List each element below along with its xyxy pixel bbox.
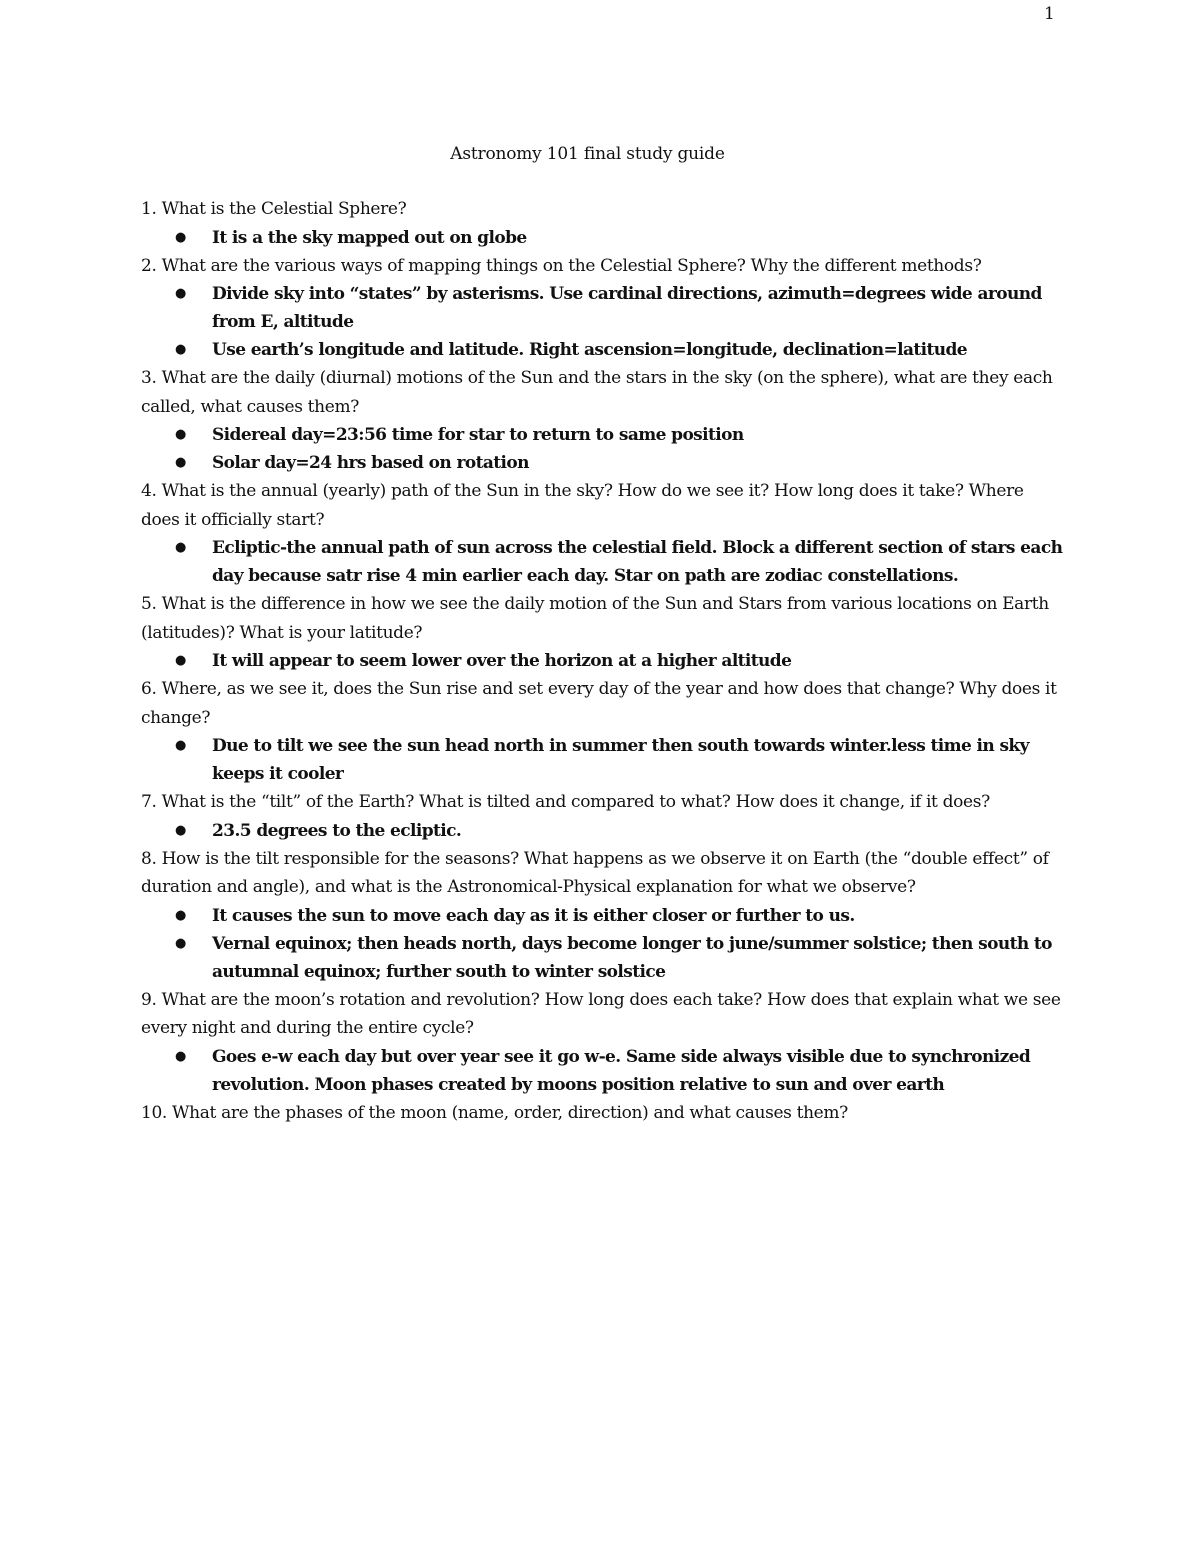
- answer-list: [141, 732, 1066, 788]
- answer-item: [141, 902, 1066, 930]
- bullet-icon: ●: [175, 738, 186, 753]
- answer-text: Divide sky into “states” by asterisms. Use cardinal directions, azimuth=degrees wide around from E, altitude: [212, 284, 1042, 332]
- answer-text: Sidereal day=23:56 time for star to return to same position: [212, 425, 744, 445]
- answer-list: [141, 534, 1066, 590]
- answer-list: [141, 280, 1066, 364]
- answer-item: [141, 1043, 1066, 1099]
- answer-item: [141, 449, 1066, 477]
- bullet-icon: ●: [175, 540, 186, 555]
- bullet-icon: ●: [175, 653, 186, 668]
- answer-text: Due to tilt we see the sun head north in summer then south towards winter.less time in sky keeps it cooler: [212, 736, 1029, 784]
- answer-text: Solar day=24 hrs based on rotation: [212, 453, 529, 473]
- question-8: 8. How is the tilt responsible for the seasons? What happens as we observe it on Earth (the “double effect” of duration and angle), and what is the Astronomical-Physical explanation for what we observe?: [141, 848, 1049, 897]
- answer-list: [141, 817, 1066, 845]
- answer-text: Goes e-w each day but over year see it go w-e. Same side always visible due to synchronized revolution. Moon phases created by moons position relative to sun and over earth: [212, 1046, 1031, 1095]
- answer-text: Ecliptic-the annual path of sun across the celestial field. Block a different section of stars each day because satr rise 4 min earlier each day. Star on path are zodiac constellations.: [212, 538, 1063, 586]
- answer-text: It causes the sun to move each day as it is either closer or further to us.: [212, 905, 855, 926]
- bullet-icon: ●: [175, 907, 186, 923]
- bullet-icon: ●: [175, 427, 186, 442]
- answer-item: [141, 647, 1066, 675]
- answer-item: [141, 224, 1066, 252]
- bullet-icon: ●: [175, 342, 186, 357]
- bullet-icon: ●: [175, 229, 186, 245]
- question-10: 10. What are the phases of the moon (name, order, direction) and what causes them?: [141, 1102, 848, 1123]
- answer-list: [141, 421, 1066, 477]
- bullet-icon: ●: [175, 286, 186, 301]
- question-6: 6. Where, as we see it, does the Sun rise and set every day of the year and how does that change? Why does it change?: [141, 679, 1057, 728]
- page-number: 1: [1044, 4, 1055, 24]
- question-2: 2. What are the various ways of mapping things on the Celestial Sphere? Why the different methods?: [141, 255, 982, 276]
- study-guide-body: [141, 195, 1066, 1127]
- answer-item: [141, 280, 1066, 336]
- bullet-icon: ●: [175, 935, 186, 951]
- question-9: 9. What are the moon’s rotation and revolution? How long does each take? How does that explain what we see every night and during the entire cycle?: [141, 989, 1061, 1038]
- answer-item: [141, 421, 1066, 449]
- page-title: Astronomy 101 final study guide: [450, 144, 725, 164]
- question-7: 7. What is the “tilt” of the Earth? What is tilted and compared to what? How does it change, if it does?: [141, 792, 990, 812]
- answer-list: [141, 902, 1066, 986]
- bullet-icon: ●: [175, 455, 186, 470]
- answer-item: [141, 817, 1066, 845]
- question-1: 1. What is the Celestial Sphere?: [141, 199, 407, 219]
- answer-text: Use earth’s longitude and latitude. Right ascension=longitude, declination=latitude: [212, 340, 968, 360]
- question-4: 4. What is the annual (yearly) path of the Sun in the sky? How do we see it? How long does it take? Where does it officially start?: [141, 481, 1024, 530]
- answer-item: [141, 534, 1066, 590]
- answer-list: [141, 647, 1066, 675]
- answer-text: It is a the sky mapped out on globe: [212, 227, 527, 248]
- answer-item: [141, 732, 1066, 788]
- question-3: 3. What are the daily (diurnal) motions of the Sun and the stars in the sky (on the sphere), what are they each called, what causes them?: [141, 368, 1053, 417]
- answer-text: 23.5 degrees to the ecliptic.: [212, 820, 462, 841]
- answer-text: It will appear to seem lower over the horizon at a higher altitude: [212, 651, 792, 671]
- answer-item: [141, 336, 1066, 364]
- answer-list: [141, 224, 1066, 252]
- answer-item: [141, 930, 1066, 986]
- question-5: 5. What is the difference in how we see the daily motion of the Sun and Stars from various locations on Earth (latitudes)? What is your latitude?: [141, 594, 1049, 643]
- answer-list: [141, 1043, 1066, 1099]
- answer-text: Vernal equinox; then heads north, days become longer to june/summer solstice; then south to autumnal equinox; further south to winter solstice: [212, 933, 1052, 982]
- bullet-icon: ●: [175, 1048, 186, 1064]
- bullet-icon: ●: [175, 822, 186, 838]
